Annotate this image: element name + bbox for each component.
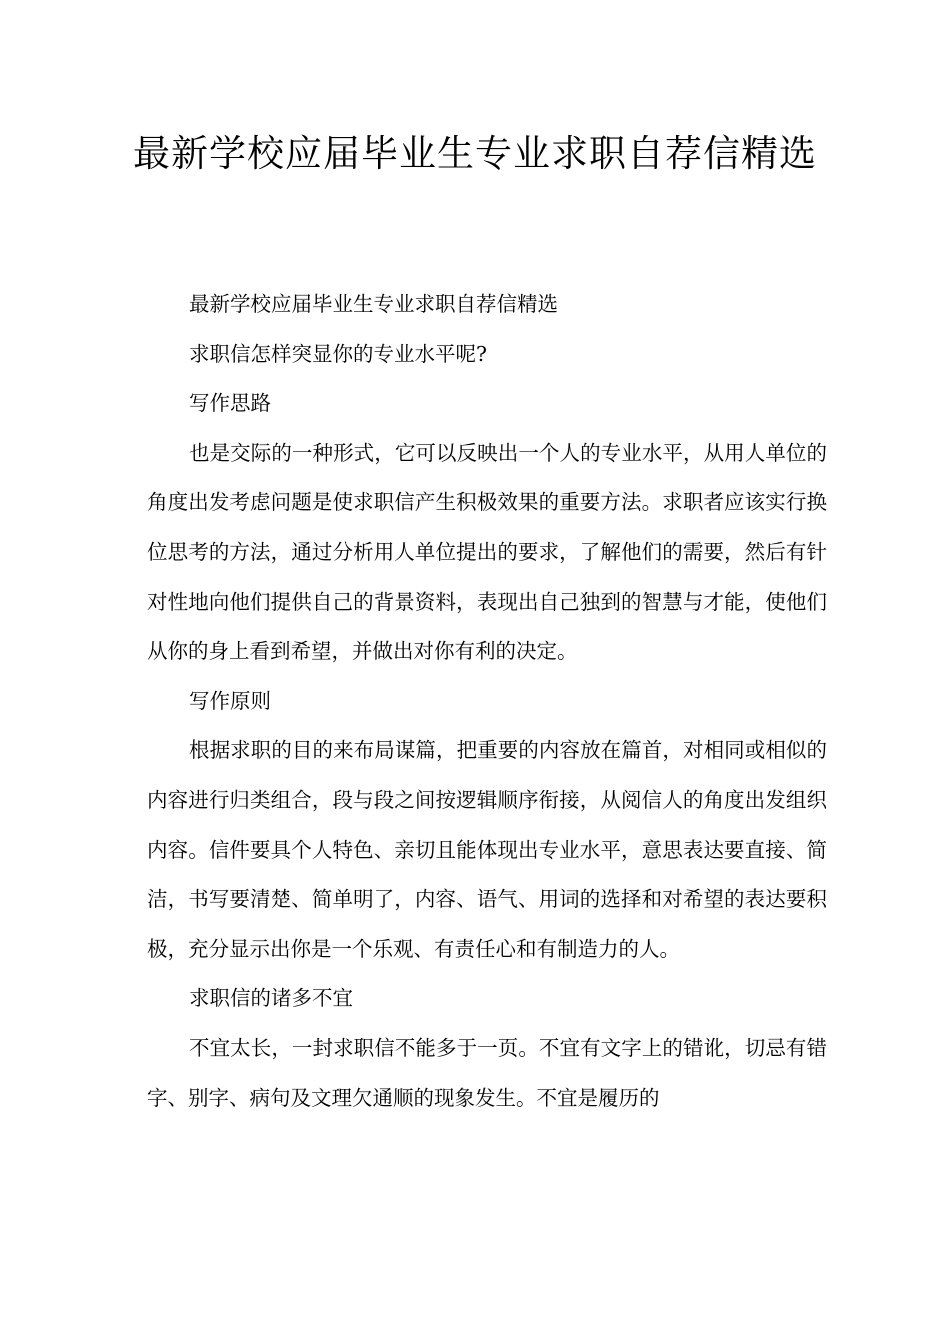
document-title: 最新学校应届毕业生专业求职自荐信精选	[133, 132, 817, 175]
heading-donts: 求职信的诸多不宜	[189, 986, 353, 1011]
paragraph-donts: 不宜太长，一封求职信不能多于一页。不宜有文字上的错讹，切忌有错字、别字、病句及文理欠通顺的现象发生。不宜是履历的	[147, 1035, 827, 1110]
paragraph-subtitle: 最新学校应届毕业生专业求职自荐信精选	[189, 292, 558, 316]
paragraph-question: 求职信怎样突显你的专业水平呢?	[189, 341, 487, 366]
heading-writing-approach: 写作思路	[189, 391, 271, 416]
paragraph-writing-approach: 也是交际的一种形式，它可以反映出一个人的专业水平，从用人单位的角度出发考虑问题是使求职信产生积极效果的重要方法。求职者应该实行换位思考的方法，通过分析用人单位提出的要求，了解他们的需要，然后有针对性地向他们提供自己的背景资料，表现出自己独到的智慧与才能，使他们从你的身上看到希望，并做出对你有利的决定。	[147, 440, 827, 664]
paragraph-writing-principles: 根据求职的目的来布局谋篇，把重要的内容放在篇首，对相同或相似的内容进行归类组合，段与段之间按逻辑顺序衔接，从阅信人的角度出发组织内容。信件要具个人特色、亲切且能体现出专业水平，意思表达要直接、简洁，书写要清楚、简单明了，内容、语气、用词的选择和对希望的表达要积极，充分显示出你是一个乐观、有责任心和有制造力的人。	[147, 738, 827, 961]
document-body	[147, 280, 827, 1123]
heading-writing-principles: 写作原则	[189, 688, 271, 713]
